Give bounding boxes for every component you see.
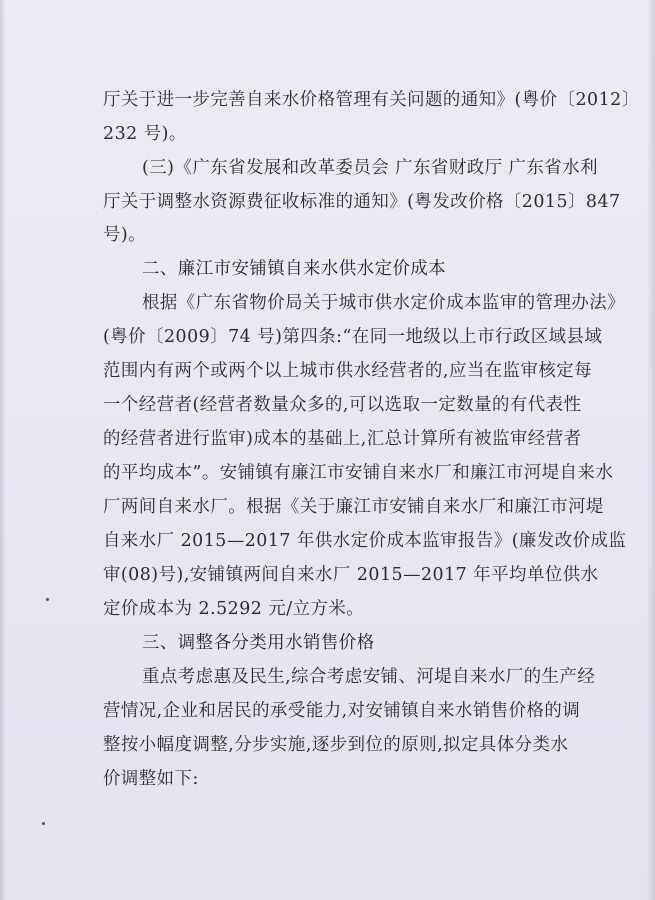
text-line: 号)。 bbox=[103, 225, 147, 245]
section-heading: 三、调整各分类用水销售价格 bbox=[142, 633, 375, 653]
text-line: (粤价〔2009〕74 号)第四条:“在同一地级以上市行政区域县域 bbox=[103, 327, 603, 347]
text-line: 审(08)号),安铺镇两间自来水厂 2015—2017 年平均单位供水 bbox=[103, 565, 599, 585]
text-line: 自来水厂 2015—2017 年供水定价成本监审报告》(廉发改价成监 bbox=[103, 531, 627, 551]
text-line: 的平均成本”。安铺镇有廉江市安铺自来水厂和廉江市河堤自来水 bbox=[103, 463, 614, 483]
text-line: 厅关于进一步完善自来水价格管理有关问题的通知》(粤价〔2012〕 bbox=[103, 90, 640, 110]
text-line: 价调整如下: bbox=[103, 769, 199, 789]
section-heading: 二、廉江市安铺镇自来水供水定价成本 bbox=[142, 259, 447, 279]
scan-edge-right bbox=[647, 0, 655, 900]
text-line: 根据《广东省物价局关于城市供水定价成本监审的管理办法》 bbox=[142, 293, 626, 313]
scan-speck bbox=[42, 822, 45, 825]
text-line: (三)《广东省发展和改革委员会 广东省财政厅 广东省水利 bbox=[142, 158, 599, 178]
text-line: 232 号)。 bbox=[103, 124, 187, 144]
text-line: 一个经营者(经营者数量众多的,可以选取一定数量的有代表性 bbox=[103, 395, 582, 415]
scan-speck bbox=[46, 598, 49, 601]
text-line: 营情况,企业和居民的承受能力,对安铺镇自来水销售价格的调 bbox=[103, 701, 581, 721]
text-line: 定价成本为 2.5292 元/立方米。 bbox=[103, 599, 365, 619]
text-line: 厅关于调整水资源费征收标准的通知》(粤发改价格〔2015〕847 bbox=[103, 192, 621, 212]
text-line: 整按小幅度调整,分步实施,逐步到位的原则,拟定具体分类水 bbox=[103, 735, 569, 755]
text-line: 厂两间自来水厂。根据《关于廉江市安铺自来水厂和廉江市河堤 bbox=[103, 497, 604, 517]
text-line: 范围内有两个或两个以上城市供水经营者的,应当在监审核定每 bbox=[103, 361, 593, 381]
text-line: 重点考虑惠及民生,综合考虑安铺、河堤自来水厂的生产经 bbox=[142, 667, 596, 687]
scan-edge-left bbox=[0, 0, 6, 900]
text-line: 的经营者进行监审)成本的基础上,汇总计算所有被监审经营者 bbox=[103, 429, 582, 449]
